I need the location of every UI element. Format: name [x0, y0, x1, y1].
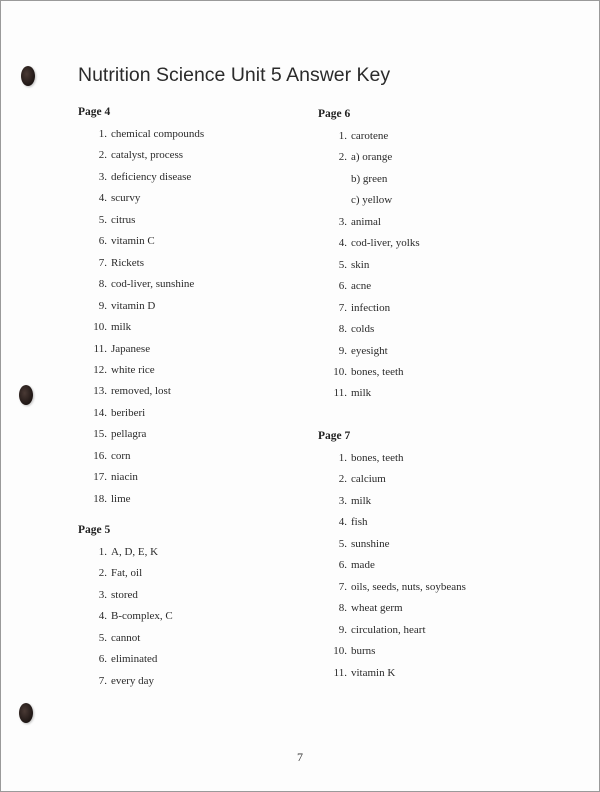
- answer-text: c) yellow: [351, 194, 393, 207]
- answer-item: [93, 320, 132, 334]
- answer-item: [338, 150, 393, 164]
- answer-text: every day: [111, 674, 155, 687]
- answer-number: 6.: [98, 653, 107, 666]
- answer-item: [333, 666, 396, 680]
- answer-text: calcium: [351, 473, 386, 486]
- answer-text: corn: [111, 449, 131, 462]
- answer-text: removed, lost: [111, 385, 171, 398]
- answer-text: stored: [111, 588, 138, 601]
- answer-item: [93, 384, 171, 398]
- answer-item: [98, 609, 173, 623]
- answer-text: milk: [351, 494, 372, 507]
- answer-item: [338, 580, 466, 594]
- answer-item: [98, 234, 155, 248]
- answer-number: 9.: [338, 623, 347, 636]
- answer-item: [338, 129, 389, 143]
- answer-text: animal: [351, 215, 381, 228]
- answer-item: [98, 674, 155, 688]
- answer-number: 18.: [93, 492, 107, 505]
- answer-text: Rickets: [111, 256, 144, 269]
- answer-number: 8.: [338, 323, 347, 336]
- answer-item: [333, 386, 372, 400]
- answer-text: bones, teeth: [351, 452, 404, 464]
- answer-number: 13.: [93, 385, 107, 398]
- answer-number: 5.: [338, 537, 347, 550]
- answer-text: vitamin D: [111, 299, 156, 312]
- answer-text: lime: [111, 492, 131, 505]
- answer-text: Fat, oil: [111, 567, 143, 580]
- answer-number: 12.: [93, 363, 107, 376]
- answer-text: a) orange: [351, 151, 393, 164]
- answer-item: [98, 127, 205, 141]
- answer-number: 4.: [98, 192, 107, 205]
- answer-item: [98, 588, 138, 602]
- answer-number: 6.: [338, 280, 347, 293]
- answer-text: A, D, E, K: [111, 546, 159, 558]
- answer-text: circulation, heart: [351, 623, 426, 636]
- answer-text: oils, seeds, nuts, soybeans: [351, 580, 466, 593]
- page-number: 7: [297, 750, 303, 764]
- answer-text: infection: [351, 301, 391, 314]
- answer-text: skin: [351, 258, 370, 271]
- answer-item: [338, 601, 403, 615]
- answer-item: [333, 644, 376, 658]
- answer-number: 10.: [333, 645, 347, 658]
- answer-number: 6.: [338, 559, 347, 572]
- answer-text: carotene: [351, 130, 389, 142]
- answer-text: acne: [351, 280, 372, 293]
- answer-item: [338, 451, 404, 465]
- answer-item: [98, 191, 141, 205]
- binder-hole-middle: [19, 385, 33, 405]
- answer-number: 5.: [98, 213, 107, 226]
- answer-item: [338, 322, 375, 336]
- answer-text: niacin: [111, 471, 138, 484]
- answer-item: [98, 299, 156, 313]
- answer-text: cod-liver, sunshine: [111, 278, 195, 291]
- answer-text: burns: [351, 645, 376, 658]
- answer-number: 4.: [338, 237, 347, 250]
- answer-item: [351, 193, 392, 207]
- answer-text: sunshine: [351, 537, 390, 550]
- answer-number: 6.: [98, 235, 107, 248]
- answer-number: 10.: [333, 365, 347, 378]
- answer-number: 1.: [98, 546, 107, 558]
- section-heading-page-5: Page 5: [78, 524, 111, 536]
- answer-item: [98, 545, 159, 559]
- answer-item: [98, 170, 192, 184]
- answer-number: 11.: [333, 666, 347, 679]
- answer-item: [98, 148, 184, 162]
- answer-number: 5.: [98, 631, 107, 644]
- answer-number: 5.: [338, 258, 347, 271]
- answer-text: eyesight: [351, 344, 388, 357]
- binder-hole-bottom: [19, 703, 33, 723]
- answer-text: b) green: [351, 172, 388, 185]
- answer-item: [333, 365, 404, 379]
- answer-text: cannot: [111, 631, 141, 644]
- answer-number: 7.: [98, 256, 107, 269]
- page-title: Nutrition Science Unit 5 Answer Key: [78, 64, 391, 86]
- answer-number: 11.: [93, 342, 107, 355]
- answer-number: 14.: [93, 406, 107, 419]
- answer-item: [338, 258, 370, 272]
- answer-text: citrus: [111, 213, 136, 226]
- answer-number: 17.: [93, 471, 107, 484]
- answer-text: milk: [351, 387, 372, 400]
- answer-number: 8.: [338, 602, 347, 615]
- answer-text: milk: [111, 321, 132, 334]
- answer-item: [338, 623, 426, 637]
- answer-item: [338, 494, 372, 508]
- answer-text: catalyst, process: [111, 149, 184, 162]
- answer-text: fish: [351, 516, 368, 529]
- answer-item: [338, 301, 391, 315]
- answer-item: [93, 363, 155, 377]
- answer-number: 9.: [338, 344, 347, 357]
- answer-item: [93, 427, 147, 441]
- answer-number: 1.: [98, 128, 107, 140]
- answer-text: colds: [351, 323, 375, 336]
- answer-text: B-complex, C: [111, 610, 173, 623]
- answer-number: 1.: [338, 130, 347, 142]
- answer-number: 2.: [98, 149, 107, 162]
- answer-text: cod-liver, yolks: [351, 237, 420, 250]
- answer-item: [338, 472, 386, 486]
- answer-item: [98, 566, 143, 580]
- answer-item: [338, 344, 388, 358]
- answer-text: Japanese: [111, 342, 151, 355]
- binder-hole-top: [21, 66, 35, 86]
- answer-number: 3.: [98, 170, 107, 183]
- answer-item: [93, 492, 131, 506]
- answer-item: [93, 449, 131, 463]
- answer-text: white rice: [111, 363, 155, 376]
- answer-text: made: [351, 559, 375, 572]
- answer-number: 9.: [98, 299, 107, 312]
- answer-text: vitamin C: [111, 235, 155, 248]
- answer-item: [338, 279, 372, 293]
- answer-text: scurvy: [111, 192, 141, 205]
- answer-item: [338, 558, 375, 572]
- answer-item: [98, 652, 158, 666]
- answer-item: [338, 537, 390, 551]
- answer-number: 2.: [98, 567, 107, 580]
- answer-number: 11.: [333, 387, 347, 400]
- answer-number: 1.: [338, 452, 347, 464]
- answer-number: 7.: [338, 580, 347, 593]
- answer-number: 10.: [93, 321, 107, 334]
- answer-number: 7.: [338, 301, 347, 314]
- answer-number: 4.: [98, 610, 107, 623]
- answer-item: [98, 631, 141, 645]
- answer-text: chemical compounds: [111, 128, 205, 140]
- answer-number: 3.: [338, 494, 347, 507]
- answer-item: [98, 213, 136, 227]
- answer-text: eliminated: [111, 653, 158, 666]
- answer-text: vitamin K: [351, 666, 396, 679]
- answer-number: 16.: [93, 449, 107, 462]
- section-heading-page-6: Page 6: [318, 108, 351, 120]
- answer-text: pellagra: [111, 428, 147, 441]
- section-heading-page-4: Page 4: [78, 106, 111, 118]
- answer-item: [93, 470, 138, 484]
- answer-number: 2.: [338, 151, 347, 164]
- answer-number: 2.: [338, 473, 347, 486]
- answer-item: [338, 236, 420, 250]
- answer-item: [338, 515, 368, 529]
- answer-text: beriberi: [111, 406, 146, 419]
- answer-text: bones, teeth: [351, 365, 404, 378]
- answer-item: [98, 256, 144, 270]
- answer-item: [338, 215, 381, 229]
- answer-number: 3.: [98, 588, 107, 601]
- answer-number: 8.: [98, 278, 107, 291]
- answer-item: [93, 342, 151, 356]
- answer-text: deficiency disease: [111, 170, 192, 183]
- answer-number: 15.: [93, 428, 107, 441]
- answer-number: 3.: [338, 215, 347, 228]
- answer-item: [98, 277, 195, 291]
- answer-text: wheat germ: [351, 602, 403, 615]
- answer-item: [351, 172, 387, 186]
- answer-item: [93, 406, 146, 420]
- section-heading-page-7: Page 7: [318, 430, 351, 442]
- answer-number: 4.: [338, 516, 347, 529]
- answer-number: 7.: [98, 674, 107, 687]
